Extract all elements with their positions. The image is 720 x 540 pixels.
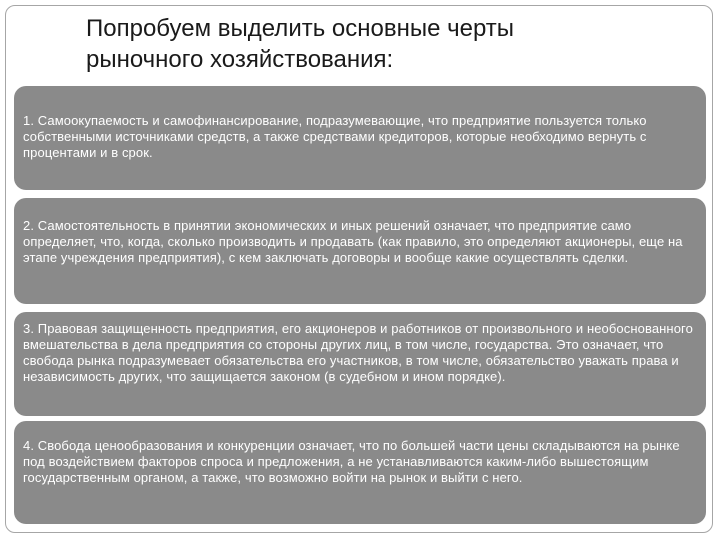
point-text-4: 4. Свобода ценообразования и конкуренции означает, что по большей части цены складываются на рынке под воздействием факторов спроса и предложения, а не устанавливаются каким-либо вышестоящим государственным органом, а также, что возможно войти на рынок и выйти с него. <box>23 438 680 485</box>
point-box-3 <box>14 312 706 416</box>
slide-title-line-2: рыночного хозяйствования: <box>86 46 394 73</box>
point-box-2 <box>14 198 706 304</box>
slide-title-line-1: Попробуем выделить основные черты <box>86 15 515 42</box>
slide-title <box>86 13 686 75</box>
point-text-3: 3. Правовая защищенность предприятия, его акционеров и работников от произвольного и необоснованного вмешательства в дела предприятия со стороны других лиц, в том числе, государства. Это означает, что свобода рынка подразумевает обязательства его участников, в том числе, обязательство уважать права и независимость других, что защищается законом (в судебном и ином порядке). <box>23 321 693 384</box>
point-box-4 <box>14 421 706 524</box>
point-text-2: 2. Самостоятельность в принятии экономических и иных решений означает, что предприятие само определяет, что, когда, сколько производить и продавать (как правило, это определяют акционеры, еще на этапе учреждения предприятия), с кем заключать договоры и вообще какие осуществлять сделки. <box>23 218 683 265</box>
point-text-1: 1. Самоокупаемость и самофинансирование, подразумевающие, что предприятие пользуется только собственными источниками средств, а также средствами кредиторов, которые необходимо вернуть с процентами и в срок. <box>23 113 647 160</box>
point-box-1 <box>14 86 706 190</box>
